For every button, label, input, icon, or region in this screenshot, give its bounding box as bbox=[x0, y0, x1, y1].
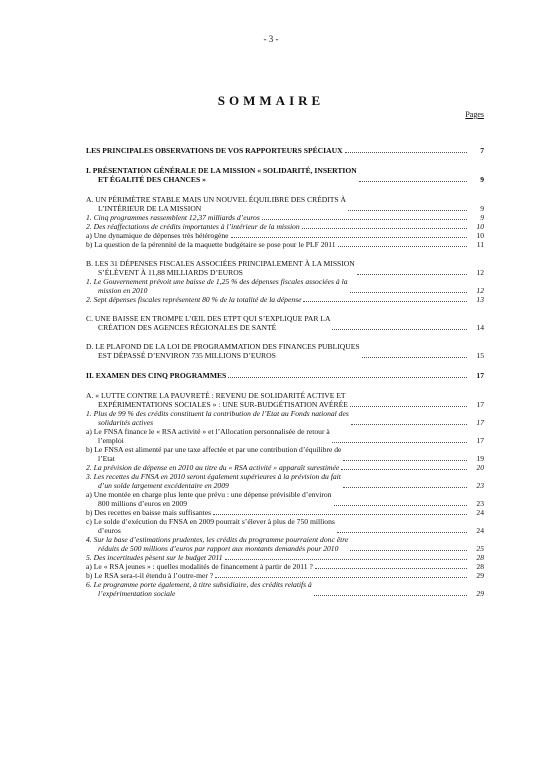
toc-entry-title bbox=[86, 213, 260, 222]
toc-entry bbox=[86, 445, 484, 463]
toc-entry bbox=[86, 562, 484, 571]
toc-entry-line: 800 millions d’euros en 2009 bbox=[98, 499, 188, 508]
toc-entry-page: 23 bbox=[476, 499, 484, 508]
toc-entry-line: a) Une dynamique de dépenses très hétérogène bbox=[86, 231, 229, 240]
toc-entry-title bbox=[86, 391, 348, 409]
dot-leader bbox=[225, 558, 467, 560]
dot-leader bbox=[357, 273, 467, 275]
toc-entry-title bbox=[86, 517, 335, 535]
toc-entry-line: 5. Des incertitudes pèsent sur le budget 2011 bbox=[86, 553, 223, 562]
toc-entry-line: LES PRINCIPALES OBSERVATIONS DE VOS RAPPORTEURS SPÉCIAUX bbox=[86, 146, 343, 155]
toc-entry bbox=[86, 427, 484, 445]
toc-entry-line: b) Des recettes en baisse mais suffisantes bbox=[86, 508, 212, 517]
toc-entry-line: EST DÉPASSÉ D’ENVIRON 735 MILLIONS D’EUROS bbox=[98, 351, 276, 360]
dot-leader bbox=[350, 549, 467, 551]
dot-leader bbox=[332, 441, 467, 443]
toc-entry-line: 6. Le programme porte également, à titre subsidiaire, des crédits relatifs à bbox=[86, 580, 312, 589]
dot-leader bbox=[341, 468, 467, 470]
dot-leader bbox=[334, 504, 467, 506]
toc-entry-line: d’euros bbox=[98, 526, 121, 535]
dot-leader bbox=[262, 218, 467, 220]
dot-leader bbox=[315, 567, 467, 569]
dot-leader bbox=[362, 356, 467, 358]
toc-entry-line: A. UN PÉRIMÈTRE STABLE MAIS UN NOUVEL ÉQUILIBRE DES CRÉDITS À bbox=[86, 195, 347, 204]
toc-entry-title bbox=[86, 463, 339, 472]
toc-entry bbox=[86, 166, 484, 184]
toc-entry-page: 17 bbox=[476, 418, 484, 427]
toc-entry-line: EXPÉRIMENTATIONS SOCIALES » : UNE SUR-BUDGÉTISATION AVÉRÉE bbox=[98, 400, 348, 409]
toc-entry-page: 17 bbox=[476, 371, 484, 380]
dot-leader bbox=[337, 531, 467, 533]
toc-entry-line: 3. Les recettes du FNSA en 2010 seront également supérieures à la prévision du fait bbox=[86, 472, 341, 481]
toc-entry-title bbox=[86, 195, 346, 213]
toc-entry-page: 9 bbox=[480, 213, 484, 222]
toc-entry-title bbox=[86, 259, 355, 277]
dot-leader bbox=[303, 300, 467, 302]
dot-leader bbox=[228, 376, 467, 378]
toc-entry-line: C. UNE BAISSE EN TROMPE L’ŒIL DES ETPT QUI S’EXPLIQUE PAR LA bbox=[86, 314, 331, 323]
toc-entry-page: 9 bbox=[480, 175, 484, 184]
toc-entry bbox=[86, 222, 484, 231]
toc-entry-page: 29 bbox=[476, 589, 484, 598]
toc-entry-line: a) Le « RSA jeunes » : quelles modalités de financement à partir de 2011 ? bbox=[86, 562, 313, 571]
toc-entry-line: a) Une montée en charge plus lente que prévu : une dépense prévisible d’environ bbox=[86, 490, 332, 499]
dot-leader bbox=[350, 291, 467, 293]
toc-entry-title bbox=[86, 562, 313, 571]
dot-leader bbox=[314, 594, 467, 596]
toc-entry-line: 2. La prévision de dépense en 2010 au titre du « RSA activité » apparaît surestimée bbox=[86, 463, 340, 472]
toc-entry-line: 1. Plus de 99 % des crédits constituent la contribution de l’Etat au Fonds national des bbox=[86, 409, 349, 418]
toc-entry-title bbox=[86, 277, 348, 295]
toc-entry bbox=[86, 231, 484, 240]
toc-entry-page: 10 bbox=[476, 222, 484, 231]
toc-entry-line: d’un solde largement excédentaire en 2009 bbox=[98, 481, 229, 490]
toc-entry-line: 1. Le Gouvernement prévoit une baisse de 1,25 % des dépenses fiscales associées à la bbox=[86, 277, 348, 286]
toc-entry bbox=[86, 571, 484, 580]
toc-entry bbox=[86, 213, 484, 222]
toc-entry bbox=[86, 553, 484, 562]
toc-entry-line: mission en 2010 bbox=[98, 286, 148, 295]
toc-entry-page: 23 bbox=[476, 481, 484, 490]
toc-entry-page: 28 bbox=[476, 562, 484, 571]
toc-entry-line: l’expérimentation sociale bbox=[98, 589, 176, 598]
toc-entry-line: CRÉATION DES AGENCES RÉGIONALES DE SANTÉ bbox=[98, 323, 277, 332]
toc-entry-title bbox=[86, 295, 301, 304]
toc-entry bbox=[86, 195, 484, 213]
toc-entry-title bbox=[86, 166, 357, 184]
dot-leader bbox=[231, 236, 467, 238]
toc-entry-title bbox=[86, 472, 341, 490]
toc-entry-page: 20 bbox=[476, 463, 484, 472]
toc-entry-line: A. « LUTTE CONTRE LA PAUVRETÉ : REVENU DE SOLIDARITÉ ACTIVE ET bbox=[86, 391, 346, 400]
toc-entry-line: c) Le solde d’exécution du FNSA en 2009 pourrait s’élever à plus de 750 millions bbox=[86, 517, 335, 526]
toc-entry-page: 13 bbox=[476, 295, 484, 304]
toc-entry-title bbox=[86, 508, 211, 517]
toc-entry-page: 29 bbox=[476, 571, 484, 580]
toc-entry bbox=[86, 535, 484, 553]
dot-leader bbox=[343, 486, 467, 488]
toc-entry bbox=[86, 371, 484, 380]
toc-entry-page: 7 bbox=[480, 146, 484, 155]
toc-entry-title bbox=[86, 146, 343, 155]
toc-entry-line: 1. Cinq programmes rassemblent 12,37 milliards d’euros bbox=[86, 213, 260, 222]
toc-entry-page: 28 bbox=[476, 553, 484, 562]
toc-entry-line: b) La question de la pérennité de la maquette budgétaire se pose pour le PLF 2011 bbox=[86, 240, 336, 249]
toc-entry-title bbox=[86, 240, 336, 249]
pages-column-label: Pages bbox=[465, 110, 484, 119]
dot-leader bbox=[338, 245, 467, 247]
toc-entry-page: 10 bbox=[476, 231, 484, 240]
toc-entry-page: 12 bbox=[476, 268, 484, 277]
toc-entry-title bbox=[86, 553, 223, 562]
toc-entry-line: S’ÉLÈVENT À 11,88 MILLIARDS D’EUROS bbox=[98, 268, 243, 277]
dot-leader bbox=[302, 227, 467, 229]
toc-entry bbox=[86, 342, 484, 360]
page-number: - 3 - bbox=[263, 34, 279, 44]
toc-entry-line: b) Le FNSA est alimenté par une taxe affectée et par une contribution d’équilibre de bbox=[86, 445, 342, 454]
toc-entry-title bbox=[86, 445, 341, 463]
toc-entry bbox=[86, 463, 484, 472]
dot-leader bbox=[351, 423, 467, 425]
toc-entry bbox=[86, 277, 484, 295]
toc-entry-line: solidarités actives bbox=[98, 418, 154, 427]
toc-entry-line: l’Etat bbox=[98, 454, 115, 463]
toc-entry bbox=[86, 490, 484, 508]
toc-entry-line: b) Le RSA sera-t-il étendu à l’outre-mer ? bbox=[86, 571, 214, 580]
page-title: SOMMAIRE bbox=[217, 93, 325, 108]
toc-entry-title bbox=[86, 409, 349, 427]
toc-entry-title bbox=[86, 580, 312, 598]
toc-entry-line: réduits de 500 millions d’euros par rapport aux montants demandés pour 2010 bbox=[98, 544, 339, 553]
dot-leader bbox=[350, 405, 467, 407]
toc-entry-page: 25 bbox=[476, 544, 484, 553]
toc-entry bbox=[86, 240, 484, 249]
toc-entry-line: 2. Sept dépenses fiscales représentent 80 % de la totalité de la dépense bbox=[86, 295, 302, 304]
toc-entry bbox=[86, 314, 484, 332]
toc-entry-title bbox=[86, 342, 360, 360]
toc-entry-page: 11 bbox=[476, 240, 484, 249]
toc-entry-page: 17 bbox=[476, 400, 484, 409]
toc-entry-line: L’INTÉRIEUR DE LA MISSION bbox=[98, 204, 202, 213]
toc-entry-line: I. PRÉSENTATION GÉNÉRALE DE LA MISSION « SOLIDARITÉ, INSERTION bbox=[86, 166, 357, 175]
toc-entry bbox=[86, 472, 484, 490]
dot-leader bbox=[215, 576, 467, 578]
toc-entry-page: 14 bbox=[476, 323, 484, 332]
toc-entry-page: 9 bbox=[480, 204, 484, 213]
toc-entry-page: 19 bbox=[476, 454, 484, 463]
toc-entry-title bbox=[86, 571, 213, 580]
dot-leader bbox=[213, 513, 467, 515]
toc-entry bbox=[86, 517, 484, 535]
toc-entry-page: 15 bbox=[476, 351, 484, 360]
toc-entry bbox=[86, 295, 484, 304]
toc-entry-line: II. EXAMEN DES CINQ PROGRAMMES bbox=[86, 371, 227, 380]
toc-entry-page: 24 bbox=[476, 526, 484, 535]
toc-entry-line: l’emploi bbox=[98, 436, 124, 445]
toc-entry-line: B. LES 31 DÉPENSES FISCALES ASSOCIÉES PRINCIPALEMENT À LA MISSION bbox=[86, 259, 355, 268]
table-of-contents bbox=[86, 146, 484, 598]
toc-entry-line: ET ÉGALITÉ DES CHANCES » bbox=[98, 175, 206, 184]
toc-entry-title bbox=[86, 535, 348, 553]
dot-leader bbox=[359, 180, 467, 182]
dot-leader bbox=[345, 151, 467, 153]
toc-entry-page: 24 bbox=[476, 508, 484, 517]
toc-entry-page: 17 bbox=[476, 436, 484, 445]
toc-entry bbox=[86, 391, 484, 409]
toc-entry bbox=[86, 508, 484, 517]
toc-entry-line: D. LE PLAFOND DE LA LOI DE PROGRAMMATION DES FINANCES PUBLIQUES bbox=[86, 342, 360, 351]
toc-entry bbox=[86, 409, 484, 427]
toc-entry-title bbox=[86, 314, 330, 332]
toc-entry-page: 12 bbox=[476, 286, 484, 295]
toc-entry-title bbox=[86, 231, 229, 240]
toc-entry-title bbox=[86, 427, 330, 445]
toc-entry-title bbox=[86, 222, 300, 231]
toc-entry-title bbox=[86, 371, 226, 380]
dot-leader bbox=[332, 328, 467, 330]
dot-leader bbox=[343, 459, 467, 461]
toc-entry bbox=[86, 146, 484, 155]
toc-entry-line: 2. Des réaffectations de crédits importantes à l’intérieur de la mission bbox=[86, 222, 300, 231]
toc-entry-title bbox=[86, 490, 332, 508]
toc-entry-line: a) Le FNSA finance le « RSA activité » et l’Allocation personnalisée de retour à bbox=[86, 427, 330, 436]
toc-entry bbox=[86, 580, 484, 598]
toc-entry-line: 4. Sur la base d’estimations prudentes, les crédits du programme pourraient donc être bbox=[86, 535, 349, 544]
dot-leader bbox=[348, 209, 467, 211]
toc-entry bbox=[86, 259, 484, 277]
